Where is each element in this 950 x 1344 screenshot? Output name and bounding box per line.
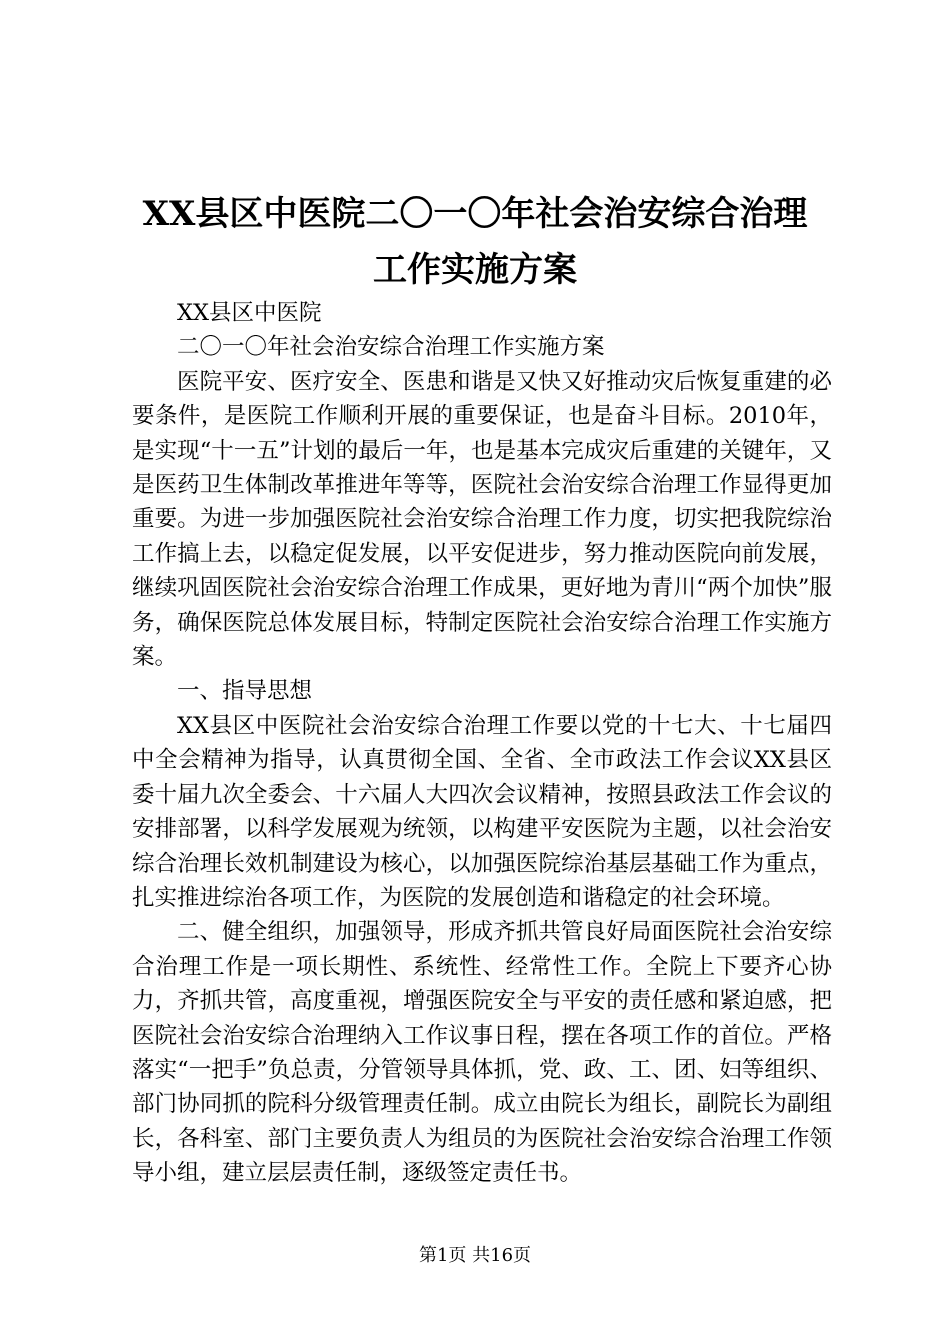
hospital-name-line: XX县区中医院 [177,300,322,326]
document-title-line-1: XX县区中医院二〇一〇年社会治安综合治理 [142,194,808,234]
page-number-footer: 第1页 共16页 [418,1245,532,1266]
guiding-thought-paragraph: XX县区中医院社会治安综合治理工作要以党的十七大、十七届四中全会精神为指导，认真贯彻全国、全省、全市政法工作会议XX县区委十届九次全委会、十六届人大四次会议精神，按照县政法工作会议的安排部署，以科学发展观为统领，以构建平安医院为主题，以社会治安综合治理长效机制建设为核心，以加强医院综治基层基础工作为重点，扎实推进综治各项工作，为医院的发展创造和谐稳定的社会环境。 [132,712,832,911]
intro-paragraph: 医院平安、医疗安全、医患和谐是又快又好推动灾后恢复重建的必要条件，是医院工作顺利开展的重要保证，也是奋斗目标。2010年，是实现“十一五”计划的最后一年，也是基本完成灾后重建的关键年，又是医药卫生体制改革推进年等等，医院社会治安综合治理工作显得更加重要。为进一步加强医院社会治安综合治理工作力度，切实把我院综治工作搞上去，以稳定促发展，以平安促进步，努力推动医院向前发展，继续巩固医院社会治安综合治理工作成果，更好地为青川“两个加快”服务，确保医院总体发展目标，特制定医院社会治安综合治理工作实施方案。 [132,368,832,671]
document-body [132,296,832,1191]
section-heading-guiding-thought: 一、指导思想 [177,678,313,705]
plan-subtitle-line: 二〇一〇年社会治安综合治理工作实施方案 [177,334,605,361]
organization-leadership-paragraph: 二、健全组织，加强领导，形成齐抓共管良好局面医院社会治安综合治理工作是一项长期性、系统性、经常性工作。全院上下要齐心协力，齐抓共管，高度重视，增强医院安全与平安的责任感和紧迫感，把医院社会治安综合治理纳入工作议事日程，摆在各项工作的首位。严格落实“一把手”负总责，分管领导具体抓，党、政、工、团、妇等组织、部门协同抓的院科分级管理责任制。成立由院长为组长，副院长为副组长，各科室、部门主要负责人为组员的为医院社会治安综合治理工作领导小组，建立层层责任制，逐级签定责任书。 [132,919,832,1187]
document-title-line-2: 工作实施方案 [373,250,577,290]
